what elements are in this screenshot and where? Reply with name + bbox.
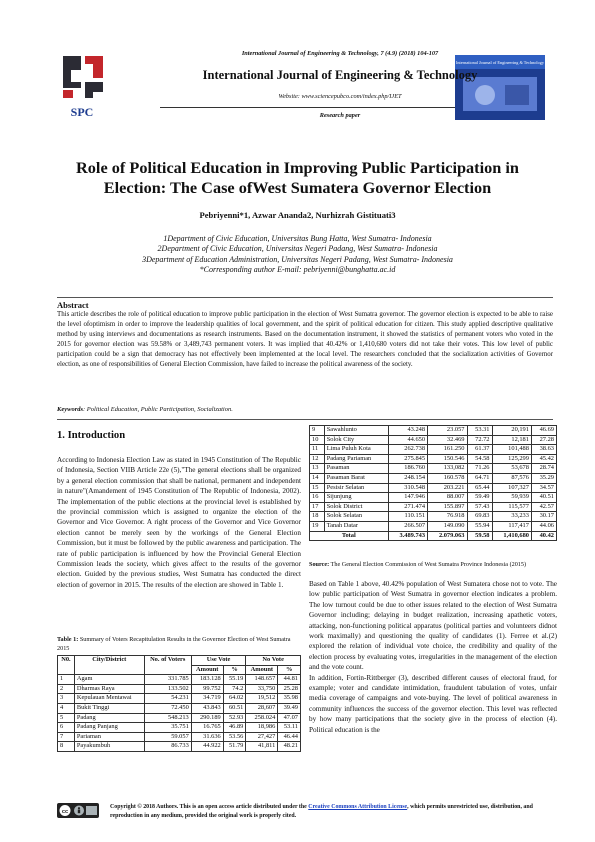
table-row	[58, 684, 301, 694]
row-number: 14	[310, 473, 325, 483]
row-number: 2	[58, 684, 75, 694]
table-row	[58, 732, 301, 742]
row-number: 4	[58, 703, 75, 713]
city-name: Pesisir Selatan	[324, 483, 388, 493]
table-source	[309, 561, 557, 570]
voters-count: 271.474	[388, 502, 427, 512]
table-row	[310, 512, 557, 522]
col-header-no-pct: %	[278, 665, 301, 675]
table-row	[310, 502, 557, 512]
abstract-top-rule	[57, 297, 553, 298]
voters-count: 133.502	[144, 684, 191, 694]
table-row	[58, 675, 301, 685]
voters-count: 248.154	[388, 473, 427, 483]
no-vote-amount: 101,488	[492, 445, 531, 455]
col-header-no-amount: Amount	[246, 665, 278, 675]
abstract-bottom-rule	[57, 419, 553, 420]
no-vote-amount: 115,577	[492, 502, 531, 512]
voters-count: 44.650	[388, 435, 427, 445]
table-row	[310, 493, 557, 503]
col-header-use-vote: Use Vote	[191, 656, 246, 666]
table-row	[58, 694, 301, 704]
no-vote-pct: 44.81	[278, 675, 301, 685]
no-vote-pct: 35.29	[531, 473, 556, 483]
table-1	[57, 655, 301, 752]
paragraph-table-discussion: Based on Table 1 above, 40.42% population of West Sumatera chose not to vote. The low public participation of West Sumatra in governor election indicates a problem. The low turnout could be due to other issues related to the election of West Sumatra Governor including; delaying in budget realization, increasing apathetic voters, attacking, non-functioning political apparatus (political parties and volunteers didnot work maximally) and questioning the quality of candidates (1). Ferree et al.(2) explored the relation of individual vote choice, the credibility and quality of the election process by evaluating votes, irregularities in the management of the election and the vote count.	[309, 580, 557, 672]
row-number: 5	[58, 713, 75, 723]
use-vote-pct: 71.26	[467, 464, 492, 474]
city-name: Kepulauan Mentawai	[74, 694, 144, 704]
no-vote-amount: 41,811	[246, 742, 278, 752]
no-vote-amount: 258.024	[246, 713, 278, 723]
table-row	[310, 454, 557, 464]
use-vote-pct: 51.79	[223, 742, 246, 752]
voters-count: 147.946	[388, 493, 427, 503]
no-vote-pct: 46.69	[531, 426, 556, 436]
no-vote-pct: 44.06	[531, 521, 556, 531]
use-vote-amount: 155.897	[428, 502, 467, 512]
no-vote-amount: 18,986	[246, 723, 278, 733]
table-total-row	[310, 531, 557, 541]
use-vote-pct: 53.56	[223, 732, 246, 742]
no-vote-amount: 148.657	[246, 675, 278, 685]
row-number: 7	[58, 732, 75, 742]
use-vote-amount: 88.007	[428, 493, 467, 503]
cover-title: International Journal of Engineering & Technology	[455, 60, 545, 65]
use-vote-amount: 31.636	[191, 732, 223, 742]
use-vote-amount: 44.922	[191, 742, 223, 752]
use-vote-amount: 76.918	[428, 512, 467, 522]
col-header-use-pct: %	[223, 665, 246, 675]
use-vote-pct: 57.43	[467, 502, 492, 512]
use-vote-pct: 65.44	[467, 483, 492, 493]
no-vote-amount: 117,417	[492, 521, 531, 531]
journal-cover-image	[455, 55, 545, 120]
row-number: 6	[58, 723, 75, 733]
use-vote-pct: 72.72	[467, 435, 492, 445]
right-column-text	[309, 579, 557, 735]
use-vote-amount: 32.469	[428, 435, 467, 445]
no-vote-pct: 38.63	[531, 445, 556, 455]
city-name: Lima Puluh Kota	[324, 445, 388, 455]
city-name: Solok Selatan	[324, 512, 388, 522]
row-number: 16	[310, 493, 325, 503]
row-number: 13	[310, 464, 325, 474]
no-vote-amount: 33,750	[246, 684, 278, 694]
use-vote-amount: 16.765	[191, 723, 223, 733]
city-name: Padang Panjang	[74, 723, 144, 733]
paper-title-line-2: Election: The Case ofWest Sumatera Governor Election	[103, 178, 492, 197]
journal-website: Website: www.sciencepubco.com/index.php/IJET	[278, 93, 402, 100]
no-vote-amount: 20,191	[492, 426, 531, 436]
table-row	[310, 483, 557, 493]
creative-commons-badge-icon	[57, 803, 99, 818]
city-name: Dharmas Raya	[74, 684, 144, 694]
use-vote-pct: 64.02	[223, 694, 246, 704]
total-no-pct: 40.42	[531, 531, 556, 541]
voters-count: 275.845	[388, 454, 427, 464]
use-vote-amount: 43.843	[191, 703, 223, 713]
city-name: Tanah Datar	[324, 521, 388, 531]
table-source-label: Source:	[309, 561, 330, 568]
no-vote-amount: 19,512	[246, 694, 278, 704]
voters-count: 186.760	[388, 464, 427, 474]
no-vote-pct: 47.07	[278, 713, 301, 723]
author-list: Pebriyenni*1, Azwar Ananda2, Nurhizrah Gistituati3	[199, 210, 396, 220]
paper-title-line-1: Role of Political Education in Improving Public Participation in	[76, 158, 519, 177]
journal-title: International Journal of Engineering & Technology	[202, 68, 478, 82]
logo-text: SPC	[70, 105, 94, 119]
use-vote-pct: 74.2	[223, 684, 246, 694]
row-number: 8	[58, 742, 75, 752]
use-vote-amount: 183.128	[191, 675, 223, 685]
no-vote-pct: 39.49	[278, 703, 301, 713]
row-number: 9	[310, 426, 325, 436]
no-vote-pct: 48.21	[278, 742, 301, 752]
table-1-caption-text: Summary of Voters Recapitulation Results in the Governor Election of West Sumatra 2015	[57, 636, 291, 652]
table-1-caption-label: Table 1:	[57, 636, 79, 643]
table-1-caption	[57, 636, 301, 653]
voters-count: 72.450	[144, 703, 191, 713]
abstract-heading: Abstract	[57, 300, 89, 310]
city-name: Sijunjung	[324, 493, 388, 503]
use-vote-pct: 61.37	[467, 445, 492, 455]
row-number: 15	[310, 483, 325, 493]
copyright-rest: , which permits unrestricted use, distribution, and reproduction in any medium, provided the original work is properly cited.	[110, 804, 533, 819]
city-name: Bukit Tinggi	[74, 703, 144, 713]
use-vote-pct: 60.51	[223, 703, 246, 713]
use-vote-pct: 53.31	[467, 426, 492, 436]
col-header-no: N0.	[58, 656, 75, 675]
voters-count: 266.507	[388, 521, 427, 531]
copyright-text: Copyright © 2018 Authors. This is an open access article distributed under the	[110, 804, 309, 810]
no-vote-pct: 45.42	[531, 454, 556, 464]
use-vote-amount: 23.057	[428, 426, 467, 436]
row-number: 10	[310, 435, 325, 445]
row-number: 19	[310, 521, 325, 531]
use-vote-pct: 59.49	[467, 493, 492, 503]
affiliation-1: 1Department of Civic Education, Universitas Bung Hatta, West Sumatra- Indonesia	[163, 234, 432, 243]
use-vote-amount: 34.719	[191, 694, 223, 704]
paper-type: Research paper	[319, 112, 361, 119]
city-name: Pariaman	[74, 732, 144, 742]
no-vote-amount: 53,678	[492, 464, 531, 474]
no-vote-amount: 28,607	[246, 703, 278, 713]
no-vote-pct: 25.28	[278, 684, 301, 694]
no-vote-pct: 46.44	[278, 732, 301, 742]
use-vote-amount: 99.752	[191, 684, 223, 694]
no-vote-amount: 87,576	[492, 473, 531, 483]
table-row	[58, 713, 301, 723]
no-vote-amount: 125,299	[492, 454, 531, 464]
no-vote-amount: 27,427	[246, 732, 278, 742]
affiliation-3: 3Department of Education Administration, Universitas Negeri Padang, West Sumatra- Indonesia	[142, 255, 453, 264]
city-name: Solok District	[324, 502, 388, 512]
city-name: Padang Pariaman	[324, 454, 388, 464]
voters-count: 35.751	[144, 723, 191, 733]
table-row	[58, 703, 301, 713]
row-number: 12	[310, 454, 325, 464]
publisher-logo	[55, 50, 110, 122]
row-number: 17	[310, 502, 325, 512]
table-1-continued	[309, 425, 557, 541]
voters-count: 110.151	[388, 512, 427, 522]
no-vote-amount: 12,181	[492, 435, 531, 445]
use-vote-amount: 150.546	[428, 454, 467, 464]
col-header-city: City/District	[74, 656, 144, 675]
no-vote-amount: 33,233	[492, 512, 531, 522]
city-name: Pasaman Barat	[324, 473, 388, 483]
table-row	[310, 445, 557, 455]
use-vote-pct: 55.19	[223, 675, 246, 685]
table-row	[58, 742, 301, 752]
no-vote-amount: 59,939	[492, 493, 531, 503]
keywords	[57, 406, 553, 413]
introduction-paragraph: According to Indonesia Election Law as stated in 1945 Constitution of The Republic of Indonesia, Section VIIB Article 22e (5),"The general elections shall be organized by a general election commission that shall be national, permanent and independent in nature"(Amandement of 1945 Constitution of The Republic of Indonesia, 2002). The implementation of the public elections at the provincial level is established by the provincial commission which is assigned to organize the election of the Governor and Vice Governor. A right process of the Governor and Vice Governor election cannot be merely seen by the workings of the General Election Commission, but it must be followed by the public awareness and participation. The rate of public participation is influenced by how the Provincial General Election Commission leads the society, which gives affect to the results of the governor election. Guided by the previous studies, West Sumatra has conducted the direct election of governor in 2015. The results of the election are showed in Table 1.	[57, 456, 301, 589]
total-use-amount: 2.079.063	[428, 531, 467, 541]
journal-citation: International Journal of Engineering & Technology, 7 (4.9) (2018) 104-107	[241, 50, 439, 57]
use-vote-amount: 149.090	[428, 521, 467, 531]
row-number: 11	[310, 445, 325, 455]
use-vote-pct: 52.93	[223, 713, 246, 723]
table-row	[310, 435, 557, 445]
use-vote-amount: 203.221	[428, 483, 467, 493]
paper-title	[40, 158, 555, 198]
total-voters: 3.489.743	[388, 531, 427, 541]
paragraph-electoral-fraud: In addition, Fortin-Rittberger (3), described different causes of electoral fraud, for example; voter and candidate intimidation, fraudulent tabulation of votes, unfair media coverage of campaigns and vote-buying. The level of political awareness in community influences the success of the governor election. This level was reflected by how many participations that the society give in the process of election (4). Political education is the	[309, 673, 557, 734]
table-row	[310, 464, 557, 474]
use-vote-amount: 161.250	[428, 445, 467, 455]
use-vote-pct: 54.58	[467, 454, 492, 464]
header-divider	[160, 107, 455, 108]
table-row	[310, 473, 557, 483]
keywords-list: : Political Education, Public Participation, Socialization.	[83, 406, 233, 413]
copyright-notice	[110, 803, 560, 820]
table-1-continued-body	[310, 426, 557, 532]
use-vote-pct: 55.94	[467, 521, 492, 531]
keywords-label: Keywords	[57, 406, 83, 413]
no-vote-pct: 27.28	[531, 435, 556, 445]
total-use-pct: 59.58	[467, 531, 492, 541]
no-vote-pct: 30.17	[531, 512, 556, 522]
no-vote-pct: 53.11	[278, 723, 301, 733]
city-name: Pasaman	[324, 464, 388, 474]
table-1-body	[58, 675, 301, 752]
city-name: Solok City	[324, 435, 388, 445]
table-row	[58, 723, 301, 733]
city-name: Agam	[74, 675, 144, 685]
corresponding-author: *Corresponding author E-mail: pebriyenni@bunghatta.ac.id	[199, 265, 396, 274]
row-number: 3	[58, 694, 75, 704]
no-vote-pct: 28.74	[531, 464, 556, 474]
affiliation-2: 2Department of Civic Education, Universitas Negeri Padang, West Sumatra- Indonesia	[157, 244, 438, 253]
use-vote-pct: 64.71	[467, 473, 492, 483]
total-no-amount: 1,410,680	[492, 531, 531, 541]
voters-count: 262.738	[388, 445, 427, 455]
table-row	[310, 521, 557, 531]
no-vote-pct: 40.51	[531, 493, 556, 503]
use-vote-pct: 46.89	[223, 723, 246, 733]
license-link[interactable]: Creative Commons Attribution License	[308, 804, 408, 810]
use-vote-amount: 160.578	[428, 473, 467, 483]
col-header-use-amount: Amount	[191, 665, 223, 675]
voters-count: 548.213	[144, 713, 191, 723]
no-vote-amount: 107,327	[492, 483, 531, 493]
use-vote-pct: 69.83	[467, 512, 492, 522]
voters-count: 310.548	[388, 483, 427, 493]
table-row	[310, 426, 557, 436]
col-header-voters: No. of Voters	[144, 656, 191, 675]
col-header-no-vote: No Vote	[246, 656, 301, 666]
no-vote-pct: 35.98	[278, 694, 301, 704]
row-number: 18	[310, 512, 325, 522]
voters-count: 59.057	[144, 732, 191, 742]
svg-text:cc: cc	[61, 808, 69, 815]
total-label: Total	[310, 531, 389, 541]
voters-count: 43.248	[388, 426, 427, 436]
voters-count: 331.785	[144, 675, 191, 685]
use-vote-amount: 133,082	[428, 464, 467, 474]
row-number: 1	[58, 675, 75, 685]
city-name: Padang	[74, 713, 144, 723]
no-vote-pct: 34.57	[531, 483, 556, 493]
voters-count: 86.733	[144, 742, 191, 752]
section-heading-introduction: 1. Introduction	[57, 430, 126, 441]
city-name: Payakumbuh	[74, 742, 144, 752]
use-vote-amount: 290.189	[191, 713, 223, 723]
city-name: Sawahlunto	[324, 426, 388, 436]
no-vote-pct: 42.57	[531, 502, 556, 512]
abstract-text: This article describes the role of political education to improve public participation in the election of West Sumatra governor. The governor election is expected to be able to raise the level ofoptimism in order to improve the leadership qualities of local government, and the spirit of political education for citizen. This study applied descriptive qualitative method by using interviews and documentations as research instruments. Based on the documentation instrument, it showed the statistics of permanent voters who voted in the 2015 for governor election was 59.58% or 3,489,743 permanent voters. It was implied that 40.42% or 1,410,680 voters did not take their votes. This low level of public participation could be a sign that democracy has not effectively been implemented at the local level. The researchers concluded that the socialization activities of Governor election, as one of responsibilities of General Election Commission, have failed to increase the political awareness of the society.	[57, 311, 553, 368]
table-source-text: The General Election Commission of West Sumatra Province Indonesia (2015)	[329, 561, 527, 568]
voters-count: 54.231	[144, 694, 191, 704]
